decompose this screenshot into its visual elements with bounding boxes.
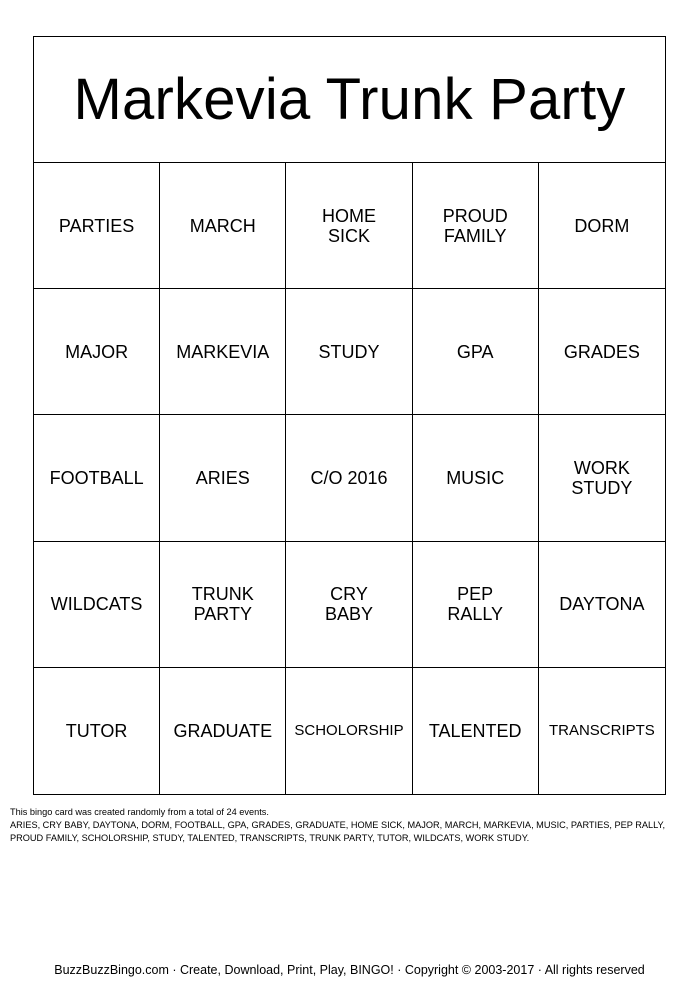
events-note <box>10 806 690 845</box>
bingo-cell: DORM <box>539 163 665 289</box>
bingo-cell: WILDCATS <box>34 542 160 668</box>
bingo-cell: PROUD FAMILY <box>413 163 539 289</box>
bingo-cell: DAYTONA <box>539 542 665 668</box>
bingo-cell: CRY BABY <box>286 542 412 668</box>
bingo-cell: GRADES <box>539 289 665 415</box>
bingo-cell: MARKEVIA <box>160 289 286 415</box>
card-title: Markevia Trunk Party <box>34 37 665 163</box>
bingo-cell: TRANSCRIPTS <box>548 721 655 739</box>
events-note-intro: This bingo card was created randomly from a total of 24 events. <box>10 807 269 817</box>
events-list-line: PROUD FAMILY, SCHOLORSHIP, STUDY, TALENTED, TRANSCRIPTS, TRUNK PARTY, TUTOR, WILDCATS, WORK STUDY. <box>10 833 530 843</box>
bingo-cell: STUDY <box>286 289 412 415</box>
bingo-cell: GPA <box>413 289 539 415</box>
site-footer: BuzzBuzzBingo.com · Create, Download, Print, Play, BINGO! · Copyright © 2003-2017 · All rights reserved <box>54 963 645 977</box>
bingo-cell: MUSIC <box>413 415 539 541</box>
bingo-cell: TRUNK PARTY <box>160 542 286 668</box>
bingo-cell: FOOTBALL <box>34 415 160 541</box>
bingo-card <box>33 36 666 795</box>
bingo-cell: TUTOR <box>34 668 160 794</box>
bingo-cell: PEP RALLY <box>413 542 539 668</box>
bingo-cell: GRADUATE <box>160 668 286 794</box>
bingo-cell: MAJOR <box>34 289 160 415</box>
bingo-grid <box>34 163 665 794</box>
bingo-cell: HOME SICK <box>286 163 412 289</box>
bingo-cell: MARCH <box>160 163 286 289</box>
events-list-line: ARIES, CRY BABY, DAYTONA, DORM, FOOTBALL, GPA, GRADES, GRADUATE, HOME SICK, MAJOR, MARCH, MARKEVIA, MUSIC, PARTIES, PEP RALLY, <box>10 820 666 830</box>
bingo-cell: ARIES <box>160 415 286 541</box>
bingo-cell: WORK STUDY <box>539 415 665 541</box>
bingo-cell: SCHOLORSHIP <box>286 668 412 794</box>
bingo-cell: C/O 2016 <box>286 415 412 541</box>
bingo-cell: TALENTED <box>413 668 539 794</box>
bingo-cell: PARTIES <box>34 163 160 289</box>
